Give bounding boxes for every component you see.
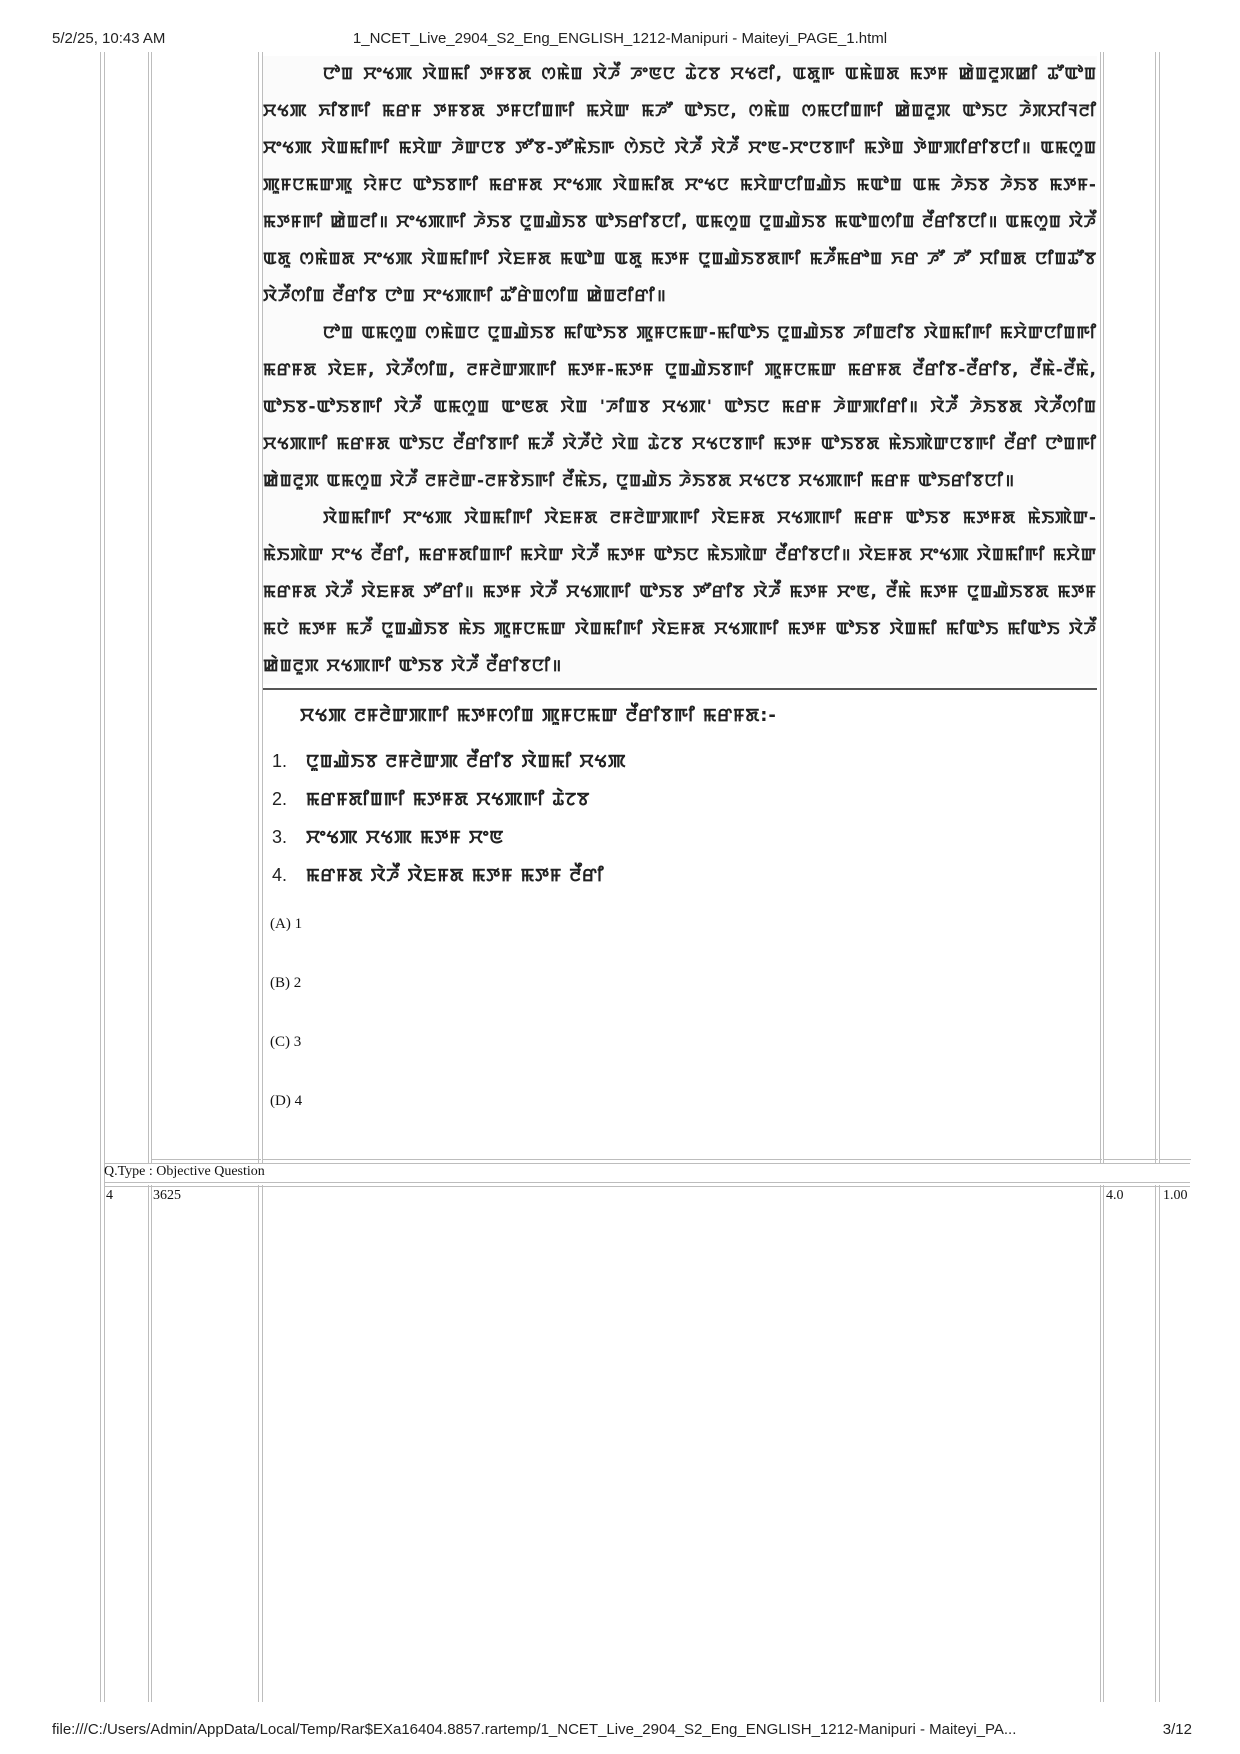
table-border — [262, 1185, 263, 1702]
table-border — [1155, 52, 1156, 1164]
table-border — [151, 1185, 152, 1702]
choice-a: (A) 1 — [270, 916, 303, 932]
list-item — [272, 818, 627, 856]
table-border — [151, 1159, 261, 1160]
table-border — [1103, 52, 1104, 1164]
table-border — [258, 52, 259, 1164]
negative-marks: 1.00 — [1163, 1188, 1188, 1203]
document-title: 1_NCET_Live_2904_S2_Eng_ENGLISH_1212-Manipuri - Maiteyi_PAGE_1.html — [352, 30, 888, 47]
question-serial: 4 — [106, 1188, 113, 1203]
table-border — [1159, 52, 1160, 1164]
table-border — [148, 52, 149, 1164]
table-border — [100, 52, 101, 1702]
statement-text: ꯃꯔꯝꯗ ꯋꯥꯍꯩ ꯋꯥꯐꯝꯗ ꯃꯇꯝ ꯃꯇꯝ ꯂꯩꯔꯤ — [306, 865, 605, 886]
table-border — [1100, 1185, 1101, 1702]
statement-number: 2. — [272, 789, 288, 809]
list-item — [272, 742, 627, 780]
table-border — [104, 1186, 1190, 1187]
table-border — [104, 1182, 1190, 1183]
table-border — [104, 1163, 1190, 1164]
choice-c: (C) 3 — [270, 1034, 302, 1050]
page-number: 3/12 — [1162, 1721, 1192, 1738]
file-path: file:///C:/Users/Admin/AppData/Local/Temp/Rar$EXa16404.8857.rartemp/1_NCET_Live_2904_S2_Eng_ENGLISH_1212-Manipuri - Maiteyi_PA... — [52, 1721, 1017, 1738]
question-id: 3625 — [153, 1188, 181, 1203]
table-border — [1155, 1185, 1156, 1702]
passage-scan — [263, 56, 1097, 684]
question-prompt: ꯆꯠꯄ ꯂꯝꯂꯥꯛꯄꯒꯤ ꯃꯇꯝꯁꯤꯡ ꯄꯨꯝꯅꯃꯛ ꯂꯩꯔꯤꯕꯒꯤ ꯃꯔꯝꯗ:- — [300, 705, 777, 726]
statement-number: 1. — [272, 751, 288, 771]
table-border — [1103, 1159, 1158, 1160]
table-border — [1100, 52, 1101, 1164]
statement-text: ꯆꯦꯠꯄ ꯆꯠꯄ ꯃꯇꯝ ꯆꯦꯟ — [306, 827, 505, 848]
statement-number: 4. — [272, 865, 288, 885]
table-border — [258, 1185, 259, 1702]
table-border — [1159, 1185, 1160, 1702]
table-border — [262, 1159, 1102, 1160]
question-type-label: Q.Type : Objective Question — [104, 1164, 265, 1179]
table-border — [1103, 1185, 1104, 1702]
passage-paragraph: ꯅꯣꯡ ꯑꯃꯁꯨꯡ ꯁꯃꯥꯡꯅ ꯅꯨꯡꯉꯥꯏꯕ ꯃꯤꯑꯣꯏꯕ ꯄꯨꯝꯅꯃꯛ-ꯃꯤꯑꯣꯏ ꯅꯨꯡꯉꯥꯏꯕ ꯍꯤꯡꯂꯤꯕ ꯋꯥꯡꯃꯤꯒꯤ ꯃꯆꯥꯛꯅꯤꯡꯒꯤ ꯃꯔꯝꯗ ꯋꯥꯐꯝ, ꯋꯥꯍꯩꯁꯤꯡ, ꯂꯝꯂꯥꯛꯄꯒꯤ ꯃꯇꯝ-ꯃꯇꯝ ꯅꯨꯡꯉꯥꯏꯕꯒꯤ ꯄꯨꯝꯅꯃꯛ ꯃꯔꯝꯗ ꯂꯩꯔꯤꯕ-ꯂꯩꯔꯤꯕ, ꯂꯩꯃꯥ-ꯂꯩꯃꯥ, ꯑꯣꯏꯕ-ꯑꯣꯏꯕꯒꯤ ꯋꯥꯍꯩ ꯑꯃꯁꯨꯡ ꯑꯦꯟꯗ ꯋꯥꯡ 'ꯍꯤꯡꯕ ꯆꯠꯄ' ꯑꯣꯏꯅ ꯃꯔꯝ ꯍꯥꯛꯄꯤꯔꯤ॥ ꯋꯥꯍꯩ ꯍꯥꯏꯕꯗ ꯋꯥꯍꯩꯁꯤꯡ ꯆꯠꯄꯒꯤ ꯃꯔꯝꯗ ꯑꯣꯏꯅ ꯂꯩꯔꯤꯕꯒꯤ ꯃꯍꯩ ꯋꯥꯍꯩꯅꯥ ꯋꯥꯡ ꯊꯥꯖꯕ ꯆꯠꯅꯕꯒꯤ ꯃꯇꯝ ꯑꯣꯏꯕꯗ ꯃꯥꯏꯄꯥꯛꯅꯕꯒꯤ ꯂꯩꯔꯤ ꯅꯣꯡꯒꯤ ꯀꯥꯡꯂꯨꯞ ꯑꯃꯁꯨꯡ ꯋꯥꯍꯩ ꯂꯝꯂꯥꯛ-ꯂꯝꯕꯥꯏꯒꯤ ꯂꯩꯃꯥꯏ, ꯅꯨꯡꯉꯥꯏ ꯍꯥꯏꯕꯗ ꯆꯠꯅꯕ ꯆꯠꯄꯒꯤ ꯃꯔꯝ ꯑꯣꯏꯔꯤꯕꯅꯤ॥ — [263, 323, 1097, 491]
choice-b: (B) 2 — [270, 975, 302, 991]
passage-paragraph: ꯅꯣꯡ ꯆꯦꯠꯄ ꯋꯥꯡꯃꯤ ꯇꯝꯕꯗ ꯁꯃꯥꯡ ꯋꯥꯍꯩ ꯍꯦꯟꯅ ꯊꯥꯖꯕ ꯆꯠꯂꯤ, ꯑꯗꯨꯒ ꯑꯃꯥꯡꯗ ꯃꯇꯝ ꯀꯥꯡꯂꯨꯞꯀꯤ ꯊꯧꯑꯣꯡ ꯆꯠꯄ ꯈꯤꯕꯒꯤ ꯃꯔꯝ ꯇꯝꯕꯗ ꯇꯝꯅꯤꯡꯒꯤ ꯃꯆꯥꯛ ꯃꯍꯧ ꯑꯣꯏꯅ, ꯁꯃꯥꯡ ꯁꯃꯅꯤꯡꯒꯤ ꯀꯥꯡꯂꯨꯞ ꯑꯣꯏꯅ ꯍꯥꯞꯆꯤꯜꯂꯤ ꯆꯦꯠꯄ ꯋꯥꯡꯃꯤꯒꯤ ꯃꯆꯥꯛ ꯍꯥꯛꯅꯕ ꯇꯧꯕ-ꯇꯧꯃꯥꯏꯒ ꯁꯥꯏꯅꯥ ꯋꯥꯍꯩ ꯋꯥꯍꯩ ꯆꯦꯟ-ꯆꯦꯅꯕꯒꯤ ꯃꯇꯥꯡ ꯇꯥꯛꯄꯤꯔꯤꯕꯅꯤ॥ ꯑꯃꯁꯨꯡ ꯄꯨꯝꯅꯃꯛꯄꯨ ꯌꯥꯝꯅ ꯑꯣꯏꯕꯒꯤ ꯃꯔꯝꯗ ꯆꯦꯠꯄ ꯋꯥꯡꯃꯤꯗ ꯆꯦꯠꯅ ꯃꯆꯥꯛꯅꯤꯡꯉꯥꯏ ꯃꯑꯣꯡ ꯑꯃ ꯍꯥꯏꯕ ꯍꯥꯏꯕ ꯃꯇꯝ-ꯃꯇꯝꯒꯤ ꯀꯥꯡꯂꯤ॥ ꯆꯦꯠꯄꯒꯤ ꯍꯥꯏꯕ ꯅꯨꯡꯉꯥꯏꯕ ꯑꯣꯏꯔꯤꯕꯅꯤ, ꯑꯃꯁꯨꯡ ꯅꯨꯡꯉꯥꯏꯕ ꯃꯑꯣꯡꯁꯤꯡ ꯂꯩꯔꯤꯕꯅꯤ॥ ꯑꯃꯁꯨꯡ ꯋꯥꯍꯩ ꯑꯗꯨ ꯁꯃꯥꯡꯗ ꯆꯦꯠꯄ ꯋꯥꯡꯃꯤꯒꯤ ꯋꯥꯐꯝꯗ ꯃꯑꯣꯡ ꯑꯗꯨ ꯃꯇꯝ ꯅꯨꯡꯉꯥꯏꯕꯗꯒꯤ ꯃꯍꯩꯃꯔꯣꯡ ꯈꯔ ꯍꯧ ꯍꯧ ꯆꯤꯡꯗ ꯅꯤꯡꯊꯧꯕ ꯋꯥꯍꯩꯁꯤꯡ ꯂꯩꯔꯤꯕ ꯅꯣꯡ ꯆꯦꯠꯄꯒꯤ ꯊꯧꯔꯥꯡꯁꯤꯡ ꯀꯥꯡꯂꯤꯔꯤ॥ — [263, 64, 1097, 306]
question-marks: 4.0 — [1106, 1188, 1124, 1203]
choice-d: (D) 4 — [270, 1093, 303, 1109]
list-item — [272, 780, 627, 818]
list-item — [272, 856, 627, 894]
statement-number: 3. — [272, 827, 288, 847]
table-border — [104, 52, 105, 1702]
statement-text: ꯅꯨꯡꯉꯥꯏꯕ ꯂꯝꯂꯥꯛꯄ ꯂꯩꯔꯤꯕ ꯋꯥꯡꯃꯤ ꯆꯠꯄ — [306, 751, 627, 772]
table-border — [148, 1185, 149, 1702]
statement-text: ꯃꯔꯝꯗꯤꯡꯒꯤ ꯃꯇꯝꯗ ꯆꯠꯄꯒꯤ ꯊꯥꯖꯕ — [306, 789, 591, 810]
passage-separator — [263, 688, 1097, 690]
statement-list — [272, 742, 627, 894]
passage-paragraph: ꯋꯥꯡꯃꯤꯒꯤ ꯆꯦꯠꯄ ꯋꯥꯡꯃꯤꯒꯤ ꯋꯥꯐꯝꯗ ꯂꯝꯂꯥꯛꯄꯒꯤ ꯋꯥꯐꯝꯗ ꯆꯠꯄꯒꯤ ꯃꯔꯝ ꯑꯣꯏꯕ ꯃꯇꯝꯗ ꯃꯥꯏꯄꯥꯛ-ꯃꯥꯏꯄꯥꯛ ꯆꯦꯠ ꯂꯩꯔꯤ, ꯃꯔꯝꯗꯤꯡꯒꯤ ꯃꯆꯥꯛ ꯋꯥꯍꯩ ꯃꯇꯝ ꯑꯣꯏꯅ ꯃꯥꯏꯄꯥꯛ ꯂꯩꯔꯤꯕꯅꯤ॥ ꯋꯥꯐꯝꯗ ꯆꯦꯠꯄ ꯋꯥꯡꯃꯤꯒꯤ ꯃꯆꯥꯛ ꯃꯔꯝꯗ ꯋꯥꯍꯩ ꯋꯥꯐꯝꯗ ꯇꯧꯔꯤ॥ ꯃꯇꯝ ꯋꯥꯍꯩ ꯆꯠꯄꯒꯤ ꯑꯣꯏꯕ ꯇꯧꯔꯤꯕ ꯋꯥꯍꯩ ꯃꯇꯝ ꯆꯦꯟ, ꯂꯩꯃꯥ ꯃꯇꯝ ꯅꯨꯡꯉꯥꯏꯕꯗ ꯃꯇꯝ ꯃꯅꯥ ꯃꯇꯝ ꯃꯍꯩ ꯅꯨꯡꯉꯥꯏꯕ ꯃꯥꯏ ꯄꯨꯝꯅꯃꯛ ꯋꯥꯡꯃꯤꯒꯤ ꯋꯥꯐꯝꯗ ꯆꯠꯄꯒꯤ ꯃꯇꯝ ꯑꯣꯏꯕ ꯋꯥꯡꯃꯤ ꯃꯤꯑꯣꯏ ꯃꯤꯑꯣꯏ ꯋꯥꯍꯩ ꯀꯥꯡꯂꯨꯞ ꯆꯠꯄꯒꯤ ꯑꯣꯏꯕ ꯋꯥꯍꯩ ꯂꯩꯔꯤꯕꯅꯤ॥ — [263, 508, 1097, 676]
print-datetime: 5/2/25, 10:43 AM — [52, 30, 166, 47]
table-border — [151, 52, 152, 1164]
table-border — [1159, 1159, 1191, 1160]
